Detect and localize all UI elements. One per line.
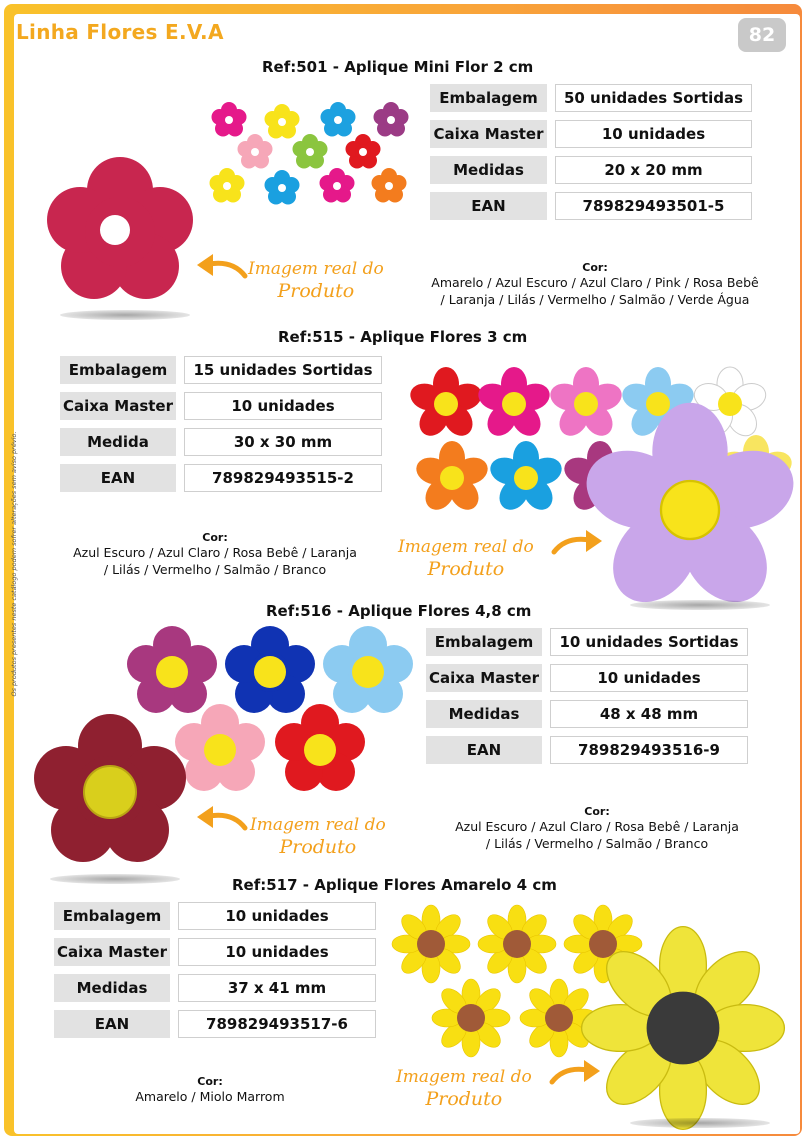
colors-label: Cor: <box>197 1075 223 1088</box>
spec-value: 789829493501-5 <box>555 192 752 220</box>
spec-label: Caixa Master <box>430 120 547 148</box>
spec-value: 10 unidades Sortidas <box>550 628 748 656</box>
mini-flowers-image <box>195 90 420 220</box>
spec-row <box>54 938 376 966</box>
spec-label: Caixa Master <box>426 664 542 692</box>
spec-label: Caixa Master <box>54 938 170 966</box>
spec-label: Embalagem <box>426 628 542 656</box>
mini-flower-real-image <box>48 158 193 306</box>
spec-label: Medida <box>60 428 176 456</box>
real-image-label-line2: Produto <box>277 280 355 302</box>
colors-line: / Lilás / Vermelho / Salmão / Branco <box>485 836 709 851</box>
real-image-label-line1: Imagem real do <box>396 1067 532 1087</box>
spec-value: 37 x 41 mm <box>178 974 376 1002</box>
spec-label: Medidas <box>430 156 547 184</box>
shadow <box>630 600 770 610</box>
shadow <box>60 310 190 320</box>
spec-row <box>54 902 376 930</box>
disclaimer-note: Os produtos presentes neste catálogo podem sofrer alterações sem aviso prévio. <box>10 431 18 697</box>
colors-line: Amarelo / Miolo Marrom <box>135 1089 285 1104</box>
shadow <box>630 1118 770 1128</box>
spec-row <box>60 356 382 384</box>
real-image-label-line1: Imagem real do <box>398 537 534 557</box>
spec-row <box>60 428 382 456</box>
page-title: Linha Flores E.V.A <box>16 20 224 44</box>
real-image-label-line1: Imagem real do <box>250 815 386 835</box>
product-ref-501: Ref:501 - Aplique Mini Flor 2 cm <box>262 58 534 76</box>
real-image-label <box>248 258 384 302</box>
shadow <box>50 874 180 884</box>
real-image-label-line2: Produto <box>279 836 357 858</box>
spec-label: Embalagem <box>60 356 176 384</box>
spec-table-515 <box>60 356 382 500</box>
product-ref-515: Ref:515 - Aplique Flores 3 cm <box>278 328 528 346</box>
spec-value: 15 unidades Sortidas <box>184 356 382 384</box>
spec-table-516 <box>426 628 748 772</box>
real-image-label <box>250 814 386 858</box>
spec-table-517 <box>54 902 376 1046</box>
spec-value: 789829493515-2 <box>184 464 382 492</box>
product-ref-516: Ref:516 - Aplique Flores 4,8 cm <box>266 602 532 620</box>
spec-row <box>54 1010 376 1038</box>
arrow-left-icon <box>195 806 247 834</box>
spec-value: 789829493516-9 <box>550 736 748 764</box>
spec-row <box>430 156 752 184</box>
colors-label: Cor: <box>202 531 228 544</box>
colors-515 <box>50 532 380 578</box>
colors-501 <box>410 262 780 308</box>
colors-line: / Lilás / Vermelho / Salmão / Branco <box>103 562 327 577</box>
spec-value: 10 unidades <box>550 664 748 692</box>
real-image-label-line2: Produto <box>427 558 505 580</box>
arrow-right-icon <box>552 530 604 558</box>
spec-row <box>60 464 382 492</box>
spec-label: Embalagem <box>430 84 547 112</box>
spec-row <box>426 664 748 692</box>
colors-line: / Laranja / Lilás / Vermelho / Salmão / Verde Água <box>440 292 750 307</box>
spec-row <box>426 736 748 764</box>
spec-label: Embalagem <box>54 902 170 930</box>
spec-value: 10 unidades <box>178 938 376 966</box>
product-ref-517: Ref:517 - Aplique Flores Amarelo 4 cm <box>232 876 557 894</box>
spec-value: 10 unidades <box>555 120 752 148</box>
spec-value: 10 unidades <box>184 392 382 420</box>
page-number-badge: 82 <box>738 18 786 52</box>
real-image-label-line1: Imagem real do <box>248 259 384 279</box>
colors-line: Azul Escuro / Azul Claro / Rosa Bebê / Laranja <box>455 819 739 834</box>
spec-value: 789829493517-6 <box>178 1010 376 1038</box>
real-image-label-line2: Produto <box>425 1088 503 1110</box>
spec-value: 48 x 48 mm <box>550 700 748 728</box>
colors-label: Cor: <box>582 261 608 274</box>
spec-row <box>430 84 752 112</box>
spec-value: 50 unidades Sortidas <box>555 84 752 112</box>
spec-row <box>430 120 752 148</box>
spec-label: Medidas <box>426 700 542 728</box>
real-image-label <box>396 1066 532 1110</box>
flower-48-real-image <box>30 712 190 872</box>
arrow-left-icon <box>195 254 247 282</box>
spec-value: 20 x 20 mm <box>555 156 752 184</box>
spec-value: 30 x 30 mm <box>184 428 382 456</box>
spec-label: Caixa Master <box>60 392 176 420</box>
spec-label: EAN <box>430 192 547 220</box>
spec-row <box>430 192 752 220</box>
spec-row <box>426 628 748 656</box>
spec-value: 10 unidades <box>178 902 376 930</box>
spec-label: EAN <box>54 1010 170 1038</box>
spec-label: EAN <box>60 464 176 492</box>
spec-row <box>426 700 748 728</box>
colors-line: Amarelo / Azul Escuro / Azul Claro / Pink / Rosa Bebê <box>431 275 759 290</box>
real-image-label <box>398 536 534 580</box>
spec-label: EAN <box>426 736 542 764</box>
spec-table-501 <box>430 84 752 228</box>
colors-line: Azul Escuro / Azul Claro / Rosa Bebê / Laranja <box>73 545 357 560</box>
colors-517 <box>100 1076 320 1105</box>
colors-label: Cor: <box>584 805 610 818</box>
arrow-right-icon <box>550 1060 602 1088</box>
spec-row <box>54 974 376 1002</box>
spec-row <box>60 392 382 420</box>
spec-label: Medidas <box>54 974 170 1002</box>
colors-516 <box>420 806 774 852</box>
